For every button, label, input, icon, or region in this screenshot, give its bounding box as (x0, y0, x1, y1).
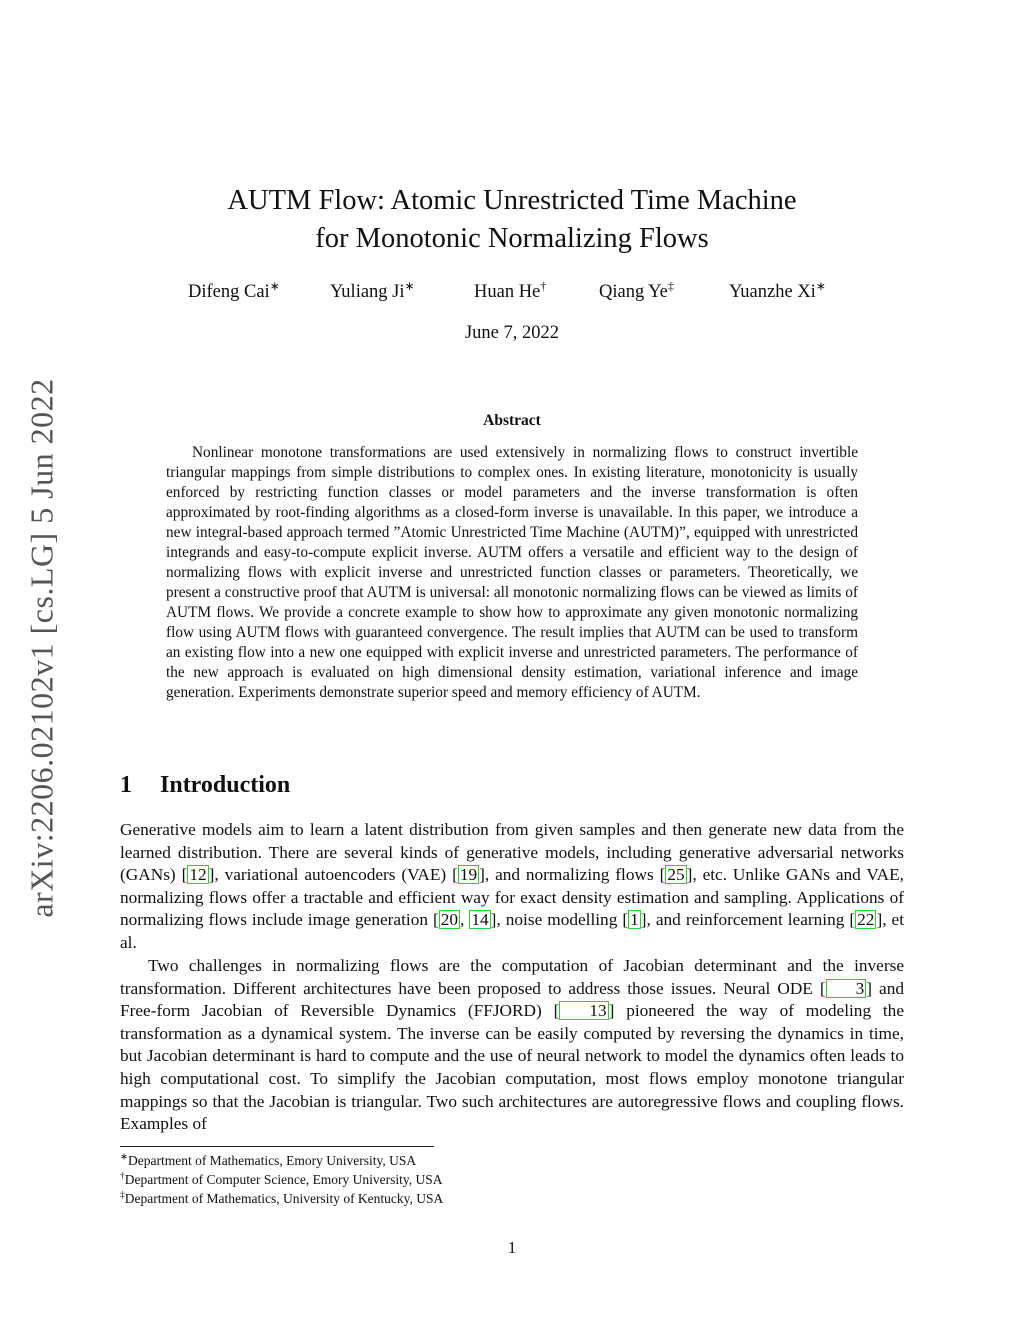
paragraph-text: Two challenges in normalizing flows are the computation of Jacobian determinant and the inverse transformation. Different architectures have been proposed to address those issues. Neural ODE (120, 956, 904, 998)
footnote (120, 1170, 443, 1189)
arxiv-identifier: arXiv:2206.02102v1 [cs.LG] 5 Jun 2022 (23, 377, 60, 918)
affiliation-mark: ∗ (404, 278, 415, 293)
title-line-1: AUTM Flow: Atomic Unrestricted Time Machine (227, 185, 797, 216)
footnote-text: Department of Mathematics, University of Kentucky, USA (124, 1191, 444, 1206)
author (474, 278, 547, 303)
paragraph-text: , etc. Unlike GANs and VAE, normalizing flows offer a tractable and efficient way for exact density estimation and sampling. Applications of normalizing flows include image generation (120, 865, 904, 930)
paper-title (0, 182, 1024, 258)
footnote (120, 1189, 443, 1208)
author (729, 278, 826, 303)
citation-link[interactable]: 3 (826, 979, 867, 998)
paragraph-text: pioneered the way of modeling the transformation as a dynamical system. The inverse can be easily computed by reversing the dynamics in time, but Jacobian determinant is hard to compute and the use of neural network to model the dynamics often leads to high computational cost. To simplify the Jacobian computation, most flows employ monotone triangular mappings so that the Jacobian is triangular. Two such architectures are autoregressive flows and coupling flows. Examples of (120, 1001, 904, 1134)
footnote (120, 1151, 443, 1170)
citation-link[interactable]: 13 (559, 1001, 608, 1020)
arxiv-sidebar-stamp (22, 365, 62, 930)
footnote-mark: † (120, 1171, 125, 1182)
citation-link[interactable]: 1 (630, 910, 639, 930)
paragraph-text: , et al. (120, 910, 905, 952)
citation-link[interactable]: 20 (440, 910, 459, 930)
paragraph-text: , variational autoencoders (VAE) (214, 865, 453, 885)
author-name: Qiang Ye (599, 282, 668, 302)
author (188, 278, 280, 303)
page-number: 1 (507, 1238, 517, 1257)
intro-paragraph-2: Two challenges in normalizing flows are the computation of Jacobian determinant and the inverse transformation. Different architectures have been proposed to address those issues. Neural ODE [ 3 ] and Free-form Jacobian of Reversible Dynamics (FFJORD) [ 13 ] pioneered the way of modeling the transformation as a dynamical system. The inverse can be easily computed by reversing the dynamics in time, but Jacobian determinant is hard to compute and the use of neural network to model the dynamics often leads to high computational cost. To simplify the Jacobian computation, most flows employ monotone triangular mappings so that the Jacobian is triangular. Two such architectures are autoregressive flows and coupling flows. Examples of (120, 956, 904, 1134)
author-name: Yuanzhe Xi (729, 282, 816, 302)
footnotes (120, 1151, 443, 1208)
section-heading (120, 772, 290, 799)
title-line-2: for Monotonic Normalizing Flows (315, 223, 709, 254)
author (330, 278, 415, 303)
affiliation-mark: ‡ (667, 278, 674, 293)
author-name: Huan He (474, 282, 541, 302)
affiliation-mark: ∗ (815, 278, 826, 293)
abstract-heading: Abstract (483, 412, 541, 429)
paragraph-text: , and normalizing flows (484, 865, 660, 885)
affiliation-mark: † (540, 278, 547, 293)
section-number: 1 (120, 772, 132, 798)
citation-link[interactable]: 25 (667, 865, 685, 885)
affiliation-mark: ∗ (269, 278, 280, 293)
paragraph-text: and Free-form Jacobian of Reversible Dynamics (FFJORD) (120, 978, 904, 1021)
citation-link[interactable]: 12 (189, 865, 207, 885)
citation-link[interactable]: 14 (471, 910, 489, 930)
paragraph-text: , and reinforcement learning (646, 910, 850, 930)
citation-link[interactable]: 22 (857, 910, 875, 930)
intro-paragraph-1: Generative models aim to learn a latent distribution from given samples and then generate new data from the learned distribution. There are several kinds of generative models, including generative adversarial networks (GANs) [ 12 ], variational autoencoders (VAE) [ 19 ], and normalizing flows [ 25 ], etc. Unlike GANs and VAE, normalizing flows offer a tractable and efficient way for exact density estimation and sampling. Applications of normalizing flows include image generation [ 20 , 14 ], noise modelling [ 1 ], and reinforcement learning [ 22 ], et al. (120, 820, 905, 952)
footnote-mark: ∗ (120, 1152, 128, 1163)
author (599, 278, 674, 303)
paragraph-text: , noise modelling (496, 910, 623, 930)
footnote-text: Department of Mathematics, Emory University, USA (127, 1153, 417, 1168)
footnote-text: Department of Computer Science, Emory University, USA (124, 1172, 443, 1187)
citation-link[interactable]: 19 (459, 865, 478, 885)
section-title: Introduction (160, 772, 291, 798)
footnote-mark: ‡ (120, 1190, 125, 1201)
footnote-divider (120, 1146, 434, 1147)
abstract-body: Nonlinear monotone transformations are used extensively in normalizing flows to construct invertible triangular mappings from simple distributions to complex ones. In existing literature, monotonicity is usually enforced by restricting function classes or model parameters and the inverse transformation is often approximated by root-finding algorithms as a closed-form inverse is unavailable. In this paper, we introduce a new integral-based approach termed ”Atomic Unrestricted Time Machine (AUTM)”, equipped with unrestricted integrands and easy-to-compute explicit inverse. AUTM offers a versatile and efficient way to the design of normalizing flows with explicit inverse and unrestricted function classes or parameters. Theoretically, we present a constructive proof that AUTM is universal: all monotonic normalizing flows can be viewed as limits of AUTM flows. We provide a concrete example to show how to approximate any given monotonic normalizing flow using AUTM flows with guaranteed convergence. The result implies that AUTM can be used to transform an existing flow into a new one equipped with explicit inverse and unrestricted parameters. The performance of the new approach is evaluated on high dimensional density estimation, variational inference and image generation. Experiments demonstrate superior speed and memory efficiency of AUTM. (166, 444, 858, 701)
publication-date: June 7, 2022 (464, 323, 560, 343)
author-name: Difeng Cai (188, 282, 270, 302)
paragraph-text: Generative models aim to learn a latent distribution from given samples and then generate new data from the learned distribution. There are several kinds of generative models, including generative adversarial networks (GANs) (120, 820, 904, 885)
author-name: Yuliang Ji (330, 282, 405, 302)
